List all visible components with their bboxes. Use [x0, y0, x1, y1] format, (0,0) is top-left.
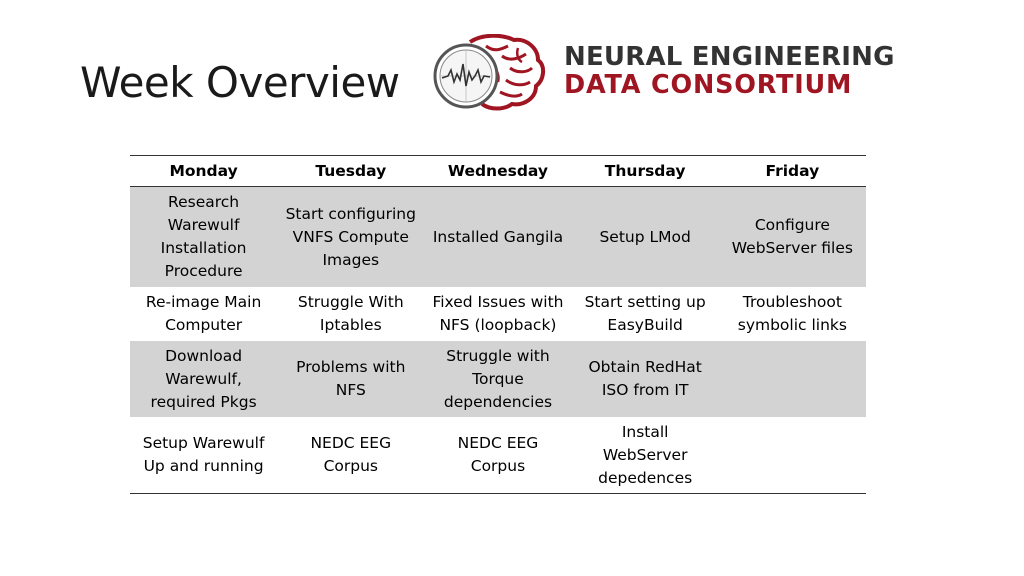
- table-cell: Re-image Main Computer: [145, 293, 262, 334]
- table-row: [130, 187, 866, 288]
- logo-line-2: DATA CONSORTIUM: [564, 70, 853, 100]
- table-cell: Download Warewulf, required Pkgs: [130, 341, 277, 417]
- header-friday: Friday: [719, 156, 866, 187]
- table-cell: Installed Gangila: [424, 187, 571, 288]
- table-cell: [719, 341, 866, 417]
- header-tuesday: Tuesday: [277, 156, 424, 187]
- table-cell: Struggle With Iptables: [297, 293, 404, 334]
- table-row: [130, 417, 866, 494]
- table-cell: NEDC EEG Corpus: [277, 417, 424, 494]
- nedc-logo: [430, 34, 920, 114]
- table-cell: Configure WebServer files: [719, 187, 866, 288]
- table-cell: Research Warewulf Installation Procedure: [130, 187, 277, 288]
- table-cell: Start configuring VNFS Compute Images: [277, 187, 424, 288]
- header-thursday: Thursday: [572, 156, 719, 187]
- table-cell: Problems with NFS: [277, 341, 424, 417]
- table-cell: Obtain RedHat ISO from IT: [572, 341, 719, 417]
- page-title: Week Overview: [80, 58, 400, 107]
- table-cell: Struggle with Torque dependencies: [424, 341, 571, 417]
- table-cell: [719, 417, 866, 494]
- table-cell: Fixed Issues with NFS (loopback): [432, 293, 564, 334]
- brain-logo-icon: [430, 34, 555, 114]
- table-row: [130, 287, 866, 341]
- table-cell: Troubleshoot symbolic links: [737, 293, 847, 334]
- table-row: [130, 341, 866, 417]
- header-monday: Monday: [130, 156, 277, 187]
- table-header-row: [130, 156, 866, 187]
- logo-line-1: NEURAL ENGINEERING: [564, 42, 895, 72]
- week-overview-table: [130, 155, 866, 494]
- table-cell: Start setting up EasyBuild: [584, 293, 706, 334]
- table-cell: Install WebServer depedences: [572, 417, 719, 494]
- table-cell: Setup LMod: [572, 187, 719, 288]
- header-wednesday: Wednesday: [424, 156, 571, 187]
- table-cell: Setup Warewulf Up and running: [130, 417, 277, 494]
- table-cell: NEDC EEG Corpus: [424, 417, 571, 494]
